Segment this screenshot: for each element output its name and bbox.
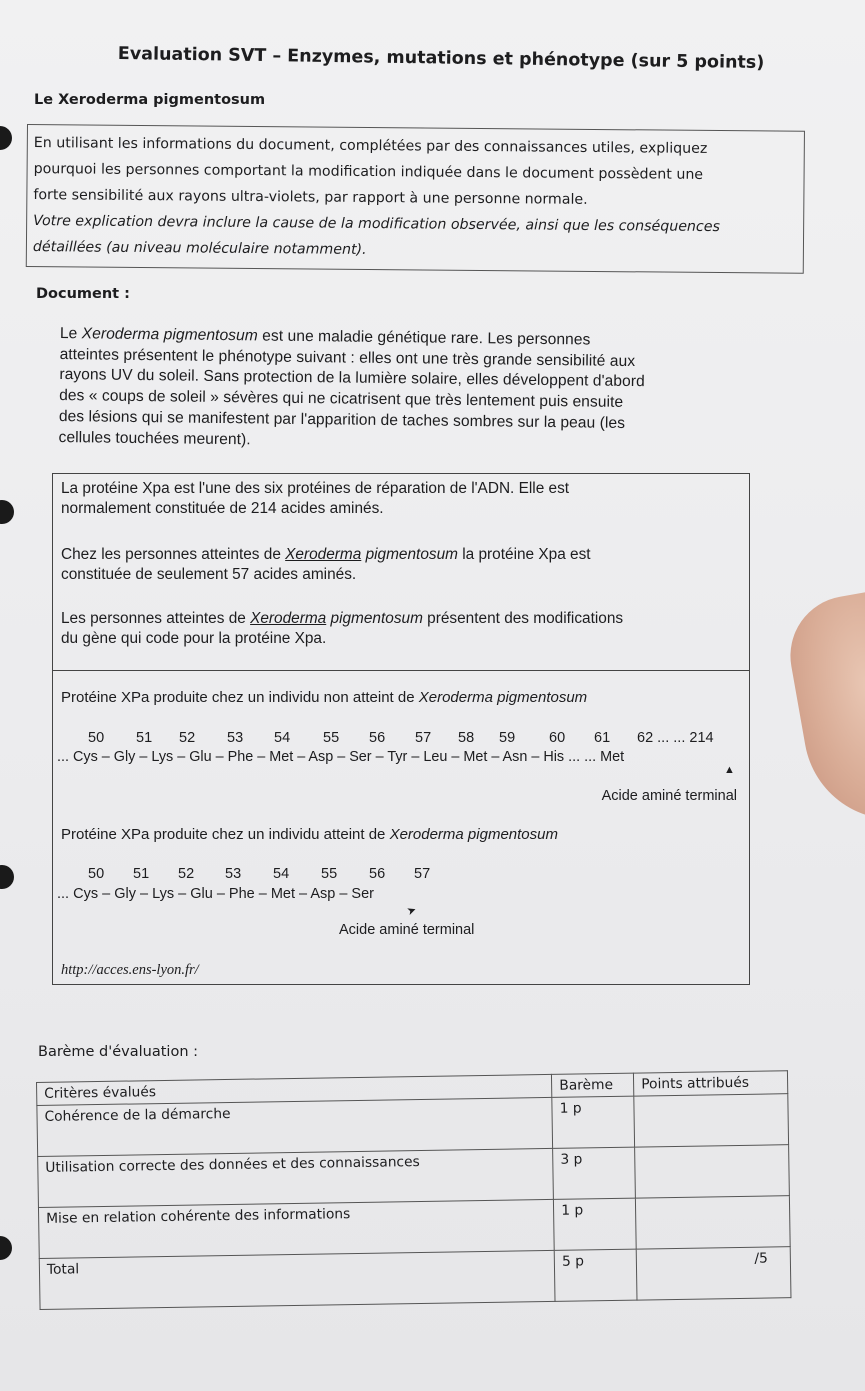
table-row [39,1247,791,1310]
box-underlined-term: Xeroderma [285,546,362,563]
normal-position-number: 52 [179,730,196,746]
points-cell: /5 [636,1247,791,1300]
box-text: présentent des modifications [422,610,624,627]
document-intro [58,324,759,457]
box-line [61,545,741,565]
header-cell: Critères évalués [37,1074,552,1105]
mutant-position-number: 57 [414,866,431,882]
box-italic-term: pigmentosum [326,610,423,627]
task-instructions-box [26,124,805,274]
finger-holding-page [781,586,865,833]
intro-text: Le [59,324,82,343]
intro-line: atteintes présentent le phénotype suivant : elles ont une très grande sensibilité aux [59,345,636,370]
normal-position-number: 50 [88,730,105,746]
mutant-protein-title [61,826,558,843]
header-cell: Points attribués [634,1071,788,1096]
intro-text: est une maladie génétique rare. Les personnes [257,327,591,349]
box-paragraph-1 [61,479,741,519]
binder-hole [0,500,14,524]
mutant-position-number: 50 [88,866,105,882]
mutant-amino-acid-sequence: ... Cys – Gly – Lys – Glu – Phe – Met – Asp – Ser [57,886,374,902]
binder-hole [0,126,12,150]
normal-position-number: 59 [499,730,516,746]
criterion-cell: Cohérence de la démarche [37,1097,553,1156]
terminal-arrow-icon: ▲ [724,764,735,776]
intro-disease-name: Xeroderma pigmentosum [81,325,258,345]
normal-protein-title [61,689,587,706]
box-text: la protéine Xpa est [457,546,591,563]
normal-position-number: 51 [136,730,153,746]
scale-cell: 1 p [554,1198,637,1250]
box-paragraph-2 [61,545,741,585]
page-subtitle: Le Xeroderma pigmentosum [34,92,266,108]
box-divider [53,670,749,671]
mutant-terminal-label: Acide aminé terminal [339,922,475,938]
intro-line: rayons UV du soleil. Sans protection de la lumière solaire, elles développent d'abord [59,366,645,391]
criterion-cell: Mise en relation cohérente des informations [38,1199,554,1258]
normal-amino-acid-sequence: ... Cys – Gly – Lys – Glu – Phe – Met – Asp – Ser – Tyr – Leu – Met – Asn – His ... ... Met [57,749,625,765]
box-line: constituée de seulement 57 acides aminés. [61,566,357,583]
normal-position-number: 53 [227,730,244,746]
normal-position-number: 60 [549,730,566,746]
binder-hole [0,1236,12,1260]
binder-hole [0,865,14,889]
box-paragraph-3 [61,609,741,649]
mutant-position-number: 52 [178,866,195,882]
task-italic-line: détaillées (au niveau moléculaire notamment). [32,239,367,258]
terminal-arrow-icon: ➤ [405,903,419,919]
task-line: pourquoi les personnes comportant la modification indiquée dans le document possèdent une [33,161,704,183]
scale-cell: 1 p [552,1096,635,1148]
mutant-position-number: 54 [273,866,290,882]
evaluation-label: Barème d'évaluation : [38,1044,199,1060]
normal-terminal-label: Acide aminé terminal [601,788,737,804]
box-text: Les personnes atteintes de [61,610,251,627]
document-box [52,473,750,985]
intro-line: des « coups de soleil » sévères qui ne cicatrisent que très lentement puis ensuite [59,387,624,411]
task-line: forte sensibilité aux rayons ultra-violets, par rapport à une personne normale. [33,187,588,208]
document-label: Document : [36,286,130,302]
points-cell [635,1145,790,1198]
box-line: normalement constituée de 214 acides aminés. [61,500,384,517]
box-underlined-term: Xeroderma [250,610,327,627]
intro-line: cellules touchées meurent). [58,428,251,448]
box-line: La protéine Xpa est l'une des six protéines de réparation de l'ADN. Elle est [61,480,570,497]
task-italic-line: Votre explication devra inclure la cause de la modification observée, ainsi que les conséquences [33,213,720,236]
intro-line: des lésions qui se manifestent par l'apparition de taches sombres sur la peau (les [58,407,626,432]
criterion-cell: Total [39,1250,555,1309]
normal-title-text: Protéine XPa produite chez un individu non atteint de [61,689,419,706]
evaluation-table [36,1070,791,1310]
scale-cell: 5 p [554,1249,637,1301]
box-text: Chez les personnes atteintes de [61,546,286,563]
scale-cell: 3 p [553,1147,636,1199]
normal-title-italic: Xeroderma pigmentosum [418,689,588,706]
mutant-position-number: 56 [369,866,386,882]
points-cell [636,1196,791,1249]
mutant-position-number: 51 [133,866,150,882]
mutant-title-italic: Xeroderma pigmentosum [389,826,558,843]
normal-position-number: 62 ... ... 214 [637,730,714,746]
mutant-position-number: 53 [225,866,242,882]
mutant-position-number: 55 [321,866,338,882]
points-cell [634,1094,789,1147]
criterion-cell: Utilisation correcte des données et des connaissances [38,1148,554,1207]
page-title: Evaluation SVT – Enzymes, mutations et phénotype (sur 5 points) [117,44,765,74]
source-url: http://acces.ens-lyon.fr/ [61,962,199,978]
normal-position-number: 55 [323,730,340,746]
normal-position-number: 61 [594,730,611,746]
task-line: En utilisant les informations du document, complétées par des connaissances utiles, expliquez [33,135,708,157]
box-italic-term: pigmentosum [361,546,458,563]
normal-position-number: 56 [369,730,386,746]
box-line: du gène qui code pour la protéine Xpa. [61,630,327,647]
mutant-title-text: Protéine XPa produite chez un individu atteint de [61,826,390,843]
normal-position-number: 54 [274,730,291,746]
box-line [61,609,741,629]
normal-position-number: 58 [458,730,475,746]
header-cell: Barème [552,1073,634,1097]
normal-position-number: 57 [415,730,432,746]
